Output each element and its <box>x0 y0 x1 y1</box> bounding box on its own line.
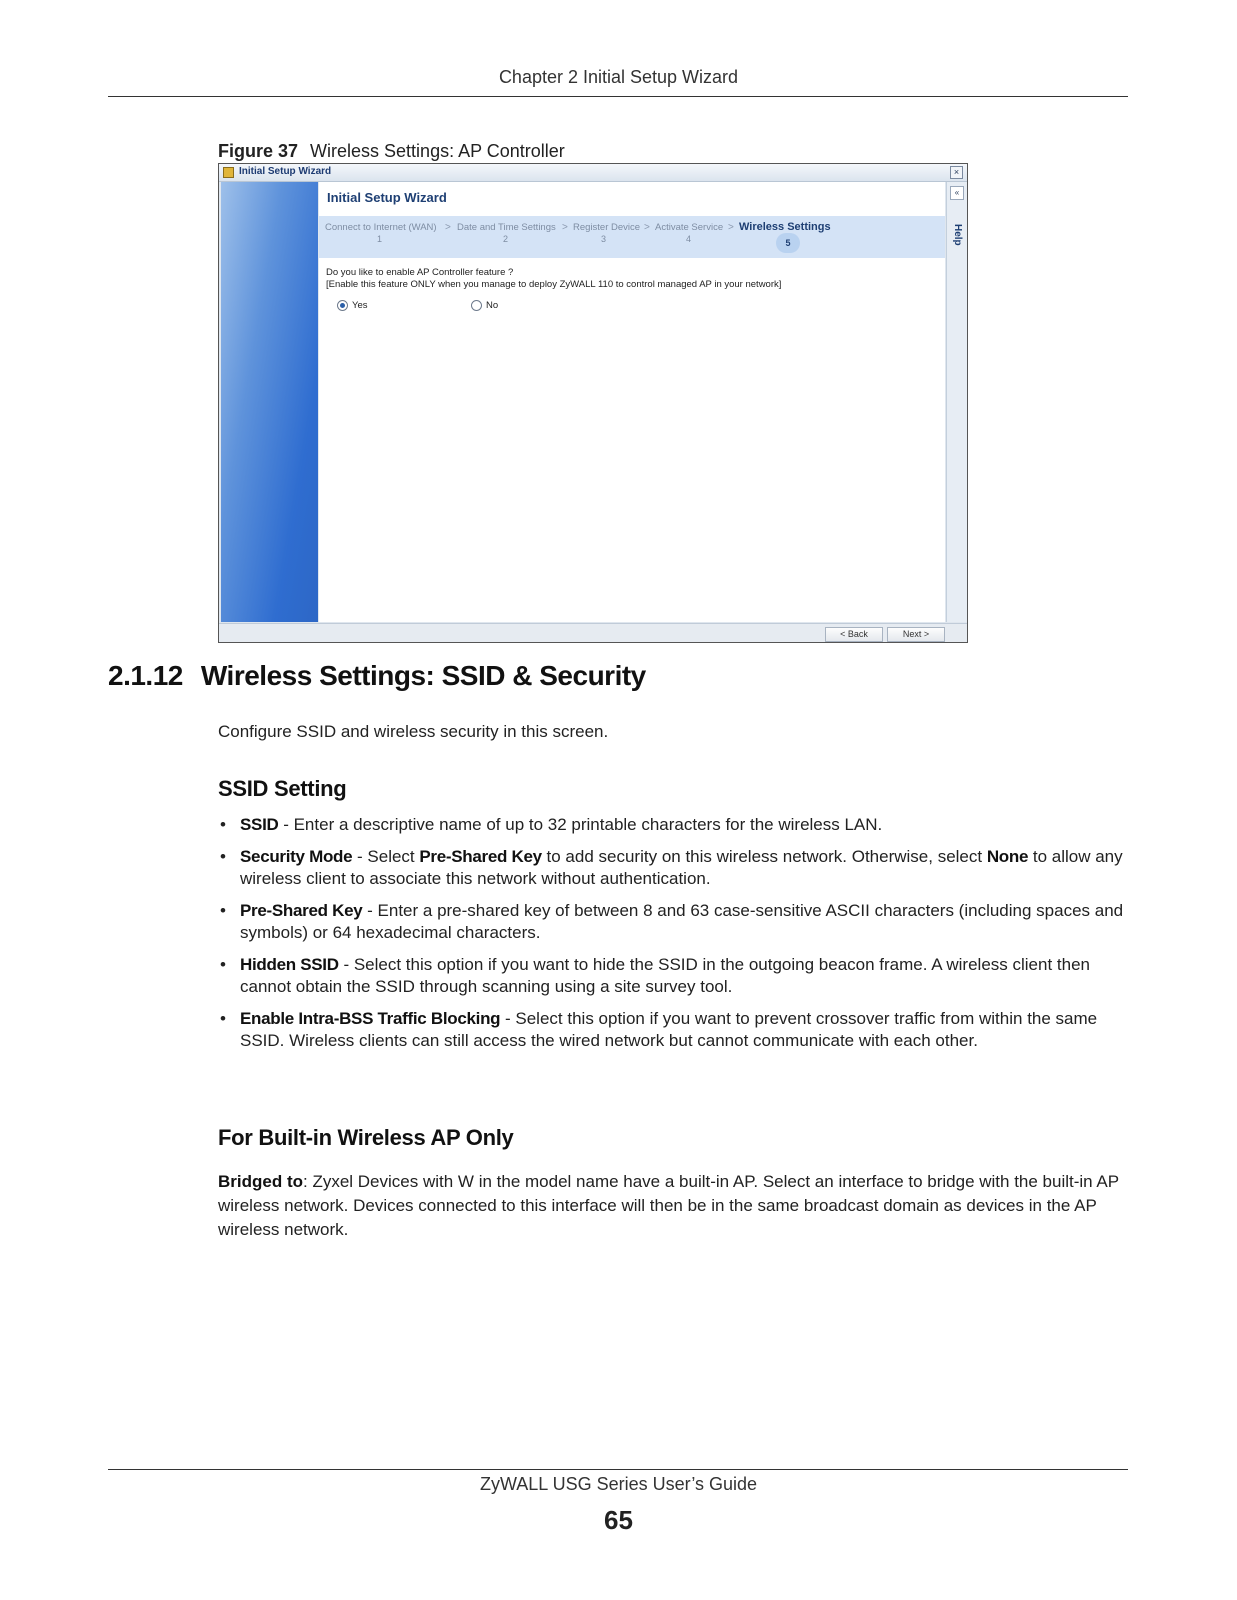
window-title: Initial Setup Wizard <box>239 166 332 177</box>
term: Pre-Shared Key <box>419 847 542 866</box>
step-connect-internet <box>325 222 437 244</box>
step-number: 2 <box>503 234 509 244</box>
list-item: • SSID - Enter a descriptive name of up to 32 printable characters for the wireless LAN. <box>220 815 883 834</box>
term: None <box>986 847 1029 866</box>
close-icon[interactable]: × <box>950 166 963 179</box>
description: - Enter a descriptive name of up to 32 printable characters for the wireless LAN. <box>278 815 883 834</box>
description: - Select this option if you want to hide the SSID in the outgoing beacon frame. A wireless client then cannot obtain the SSID through scanning using a site survey tool. <box>240 955 1090 996</box>
figure-caption <box>218 141 565 162</box>
step-label: Register Device <box>573 222 641 233</box>
figure-label: Figure 37 <box>218 141 299 161</box>
radio-checked-icon[interactable] <box>337 300 348 311</box>
step-separator: > <box>445 222 451 233</box>
figure-caption-text: Wireless Settings: AP Controller <box>310 141 565 161</box>
radio-no[interactable] <box>471 300 498 311</box>
term: SSID <box>240 815 279 834</box>
footer-rule <box>108 1469 1128 1470</box>
step-number: 1 <box>377 234 383 244</box>
term: Security Mode <box>240 847 353 866</box>
step-activate-service <box>655 222 724 244</box>
term: Hidden SSID <box>240 955 339 974</box>
ssid-setting-list <box>218 814 1128 1062</box>
back-button[interactable]: < Back <box>825 627 883 642</box>
running-header: Chapter 2 Initial Setup Wizard <box>498 67 739 87</box>
radio-no-label: No <box>486 300 499 312</box>
section-heading <box>108 660 646 692</box>
step-date-time <box>457 222 556 244</box>
wizard-icon <box>223 167 234 178</box>
figure-screenshot <box>218 163 968 643</box>
term: Pre-Shared Key <box>240 901 363 920</box>
section-intro: Configure SSID and wireless security in this screen. <box>218 722 609 741</box>
step-wireless-settings: Wireless Settings <box>739 221 831 233</box>
step-separator: > <box>644 222 650 233</box>
description: to allow any wireless client to associate this network without authentication. <box>240 847 1123 888</box>
step-number: 4 <box>686 234 692 244</box>
step-label: Connect to Internet (WAN) <box>325 222 437 233</box>
question-line: Do you like to enable AP Controller feature ? <box>326 267 514 278</box>
question-note: [Enable this feature ONLY when you manage to deploy ZyWALL 110 to control managed AP in your network] <box>326 279 782 290</box>
bridged-to-paragraph <box>218 1170 1128 1242</box>
help-panel <box>946 182 967 622</box>
footer-guide-title: ZyWALL USG Series User’s Guide <box>479 1474 758 1494</box>
list-item: • Pre-Shared Key - Enter a pre-shared key of between 8 and 63 case-sensitive ASCII characters (including spaces and symbols) or 64 hexadecimal characters. <box>220 901 1124 942</box>
step-number: 3 <box>601 234 607 244</box>
wizard-button-bar <box>219 623 967 643</box>
active-step-number: 5 <box>776 233 800 253</box>
section-title: Wireless Settings: SSID & Security <box>200 660 646 691</box>
ap-controller-question <box>326 267 781 291</box>
step-register-device <box>573 222 641 244</box>
description: - Enter a pre-shared key of between 8 and 63 case-sensitive ASCII characters (including spaces and symbols) or 64 hexadecimal characters. <box>240 901 1124 942</box>
description: : Zyxel Devices with W in the model name have a built-in AP. Select an interface to bridge with the built-in AP wireless network. Devices connected to this interface will then be in the same broadcast domain as devices in the AP wireless network. <box>218 1172 1119 1239</box>
radio-yes-label: Yes <box>352 300 368 312</box>
radio-yes[interactable] <box>337 300 368 311</box>
ssid-setting-heading: SSID Setting <box>218 776 347 801</box>
wizard-steps <box>319 216 945 258</box>
wizard-content <box>319 182 945 622</box>
next-button[interactable]: Next > <box>887 627 945 642</box>
help-label[interactable]: Help <box>952 224 963 246</box>
radio-unchecked-icon[interactable] <box>471 300 482 311</box>
list-item: • Hidden SSID - Select this option if you want to hide the SSID in the outgoing beacon frame. A wireless client then cannot obtain the SSID through scanning using a site survey tool. <box>220 955 1090 996</box>
header-rule <box>108 96 1128 97</box>
step-separator: > <box>728 222 734 233</box>
section-number: 2.1.12 <box>108 660 183 691</box>
side-banner <box>221 182 318 622</box>
step-label: Date and Time Settings <box>457 222 556 233</box>
step-separator: > <box>562 222 568 233</box>
description: - Select this option if you want to prevent crossover traffic from within the same SSID. Wireless clients can still access the wired network but cannot communicate with each other. <box>240 1009 1098 1050</box>
step-label: Activate Service <box>655 222 724 233</box>
wizard-title: Initial Setup Wizard <box>327 190 447 205</box>
builtin-ap-heading: For Built-in Wireless AP Only <box>218 1125 514 1150</box>
window-titlebar <box>219 164 967 182</box>
term: Bridged to <box>218 1172 303 1191</box>
list-item: • Enable Intra-BSS Traffic Blocking - Select this option if you want to prevent crossover traffic from within the same SSID. Wireless clients can still access the wired network but cannot communicate with each other. <box>220 1009 1098 1050</box>
page-number: 65 <box>604 1505 633 1535</box>
list-item: • Security Mode - Select Pre-Shared Key to add security on this wireless network. Otherwise, select None to allow any wireless client to associate this network without authentication. <box>220 847 1123 888</box>
description: - Select <box>352 847 420 866</box>
term: Enable Intra-BSS Traffic Blocking <box>240 1009 501 1028</box>
description: to add security on this wireless network. Otherwise, select <box>541 847 987 866</box>
collapse-help-icon[interactable]: « <box>950 186 964 200</box>
